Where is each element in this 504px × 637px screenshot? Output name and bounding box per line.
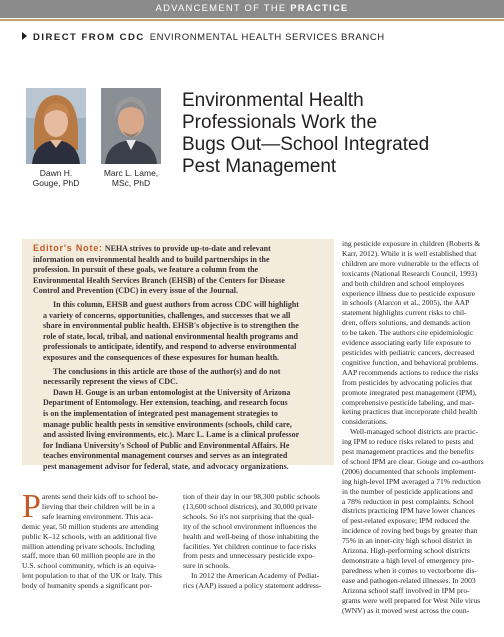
body-line: ity of the school environment influences the <box>183 521 317 531</box>
note-text: Control and Prevention (CDC) in every issue of the Journal. <box>33 286 239 296</box>
body-line: paredness when it comes to vectorborne dis- <box>342 565 477 575</box>
body-line: and both children and school employees <box>342 278 465 288</box>
note-text: Dawn H. Gouge is an urban entomologist at the University of Arizona <box>53 387 291 397</box>
body-line: demic year, 50 million students are attending <box>22 521 159 531</box>
section-header-bar <box>0 0 504 18</box>
body-line: grams were well prepared for West Nile virus <box>342 595 481 605</box>
body-line: lent population to that of the UK or Italy. This <box>22 571 162 581</box>
body-line: evidence associating early life exposure to <box>342 338 471 348</box>
note-text: professionals to anticipate, identify, and respond to adverse environmental <box>43 342 297 352</box>
body-line: staff, more than 60 million people are in the <box>22 551 156 561</box>
note-text: and assisted living environments, etc.). Marc L. Lame is a clinical professor <box>43 430 300 440</box>
body-line: districts practicing IPM have lower chances <box>342 506 476 516</box>
note-text: NEHA strives to provide up-to-date and relevant <box>104 244 271 253</box>
body-line: (2006) documented that schools implement- <box>342 466 477 476</box>
body-line: public K–12 schools, with an additional five <box>22 531 157 541</box>
body-line: comprehensive pesticide labeling, and mar- <box>342 397 475 407</box>
editors-note-paragraph <box>33 300 323 364</box>
editors-note-label: Editor's Note: <box>33 243 103 253</box>
body-line: ing IPM to reduce risks related to pests and <box>342 437 474 447</box>
body-line: from pests and unnecessary pesticide expo- <box>183 551 315 561</box>
body-line: body of humanity spends a significant por- <box>22 581 153 591</box>
body-line: statement highlights current risks to chil- <box>342 308 467 318</box>
body-line: sure in schools. <box>183 561 231 571</box>
author-name: Dawn H. <box>39 168 73 178</box>
section-header-prefix: ADVANCEMENT OF THE <box>155 3 291 14</box>
body-line: safe learning environment. This aca- <box>42 511 153 521</box>
editors-note-paragraph <box>33 367 323 388</box>
note-text: Department of Entomology. Her extension, teaching, and research focus <box>43 398 288 408</box>
note-text: The conclusions in this article are those of the author(s) and do not <box>53 366 281 376</box>
editors-note-box <box>22 239 334 471</box>
note-text: information on environmental health and to build partnerships in the <box>33 254 270 264</box>
body-line: demonstrate a high level of emergency pre- <box>342 556 474 565</box>
note-text: manage public health pests in sensitive environments (schools, child care, <box>43 419 292 429</box>
note-text: is on the implementation of integrated pest management strategies to <box>43 408 278 418</box>
body-line: dren, offers solutions, and demands action <box>342 318 471 328</box>
body-line: Well-managed school districts are practic- <box>350 427 479 437</box>
department-label: DIRECT FROM CDC <box>33 32 145 43</box>
note-text: teaches environmental management courses and serves as an integrated <box>43 451 288 461</box>
body-line: 75% in an inner-city high school district in <box>342 536 472 546</box>
body-line: arents send their kids off to school be- <box>42 492 159 501</box>
body-line: from pesticides by advocating policies that <box>342 377 473 387</box>
body-line: toxicants (National Research Council, 1993) <box>342 268 478 278</box>
note-text: share in environmental public health. EHSB's objective is to strengthen the <box>43 321 299 331</box>
body-line: incidence of roving bed bugs by greater than <box>342 526 478 536</box>
note-text: a variety of concerns, opportunities, challenges, and successes that we all <box>43 310 291 320</box>
article-title <box>182 90 492 178</box>
author-caption-gouge <box>26 168 86 188</box>
body-line: In 2012 the American Academy of Pediat- <box>191 571 320 581</box>
author-credential: MSc, PhD <box>111 178 151 188</box>
body-line: cognitive function, and behavioral problems. <box>342 357 479 367</box>
body-line: in the number of pesticide applications and <box>342 486 473 496</box>
note-text: exposures and the consequences of these exposures for human health. <box>43 352 280 362</box>
body-line: facilities. Yet children continue to face risks <box>183 541 317 551</box>
body-line: considerations. <box>342 417 388 427</box>
body-line: ing pesticide exposure in children (Roberts & <box>342 239 481 248</box>
body-line: Karr, 2012). While it is well established that <box>342 248 477 258</box>
author-photo-lame <box>101 88 161 164</box>
author-caption-lame <box>101 168 161 188</box>
body-line: ease and pathogen-related illnesses. In 2003 <box>342 575 476 585</box>
note-text: for Indiana University's School of Public and Environmental Affairs. He <box>43 440 290 450</box>
body-line: Arizona. High-performing school districts <box>342 546 470 556</box>
title-line: Professionals Work the <box>182 112 378 133</box>
note-text: In this column, EHSB and guest authors from across CDC will highlight <box>53 299 299 309</box>
body-line: in schools (Alarcon et al., 2005), the AAP <box>342 298 470 308</box>
department-name: ENVIRONMENTAL HEALTH SERVICES BRANCH <box>149 32 385 43</box>
note-text: pest management advisor for federal, state, and advocacy organizations. <box>43 461 289 471</box>
author-name: Marc L. Lame, <box>103 168 159 178</box>
title-line: Environmental Health <box>182 90 364 111</box>
body-line: a 78% reduction in pest complaints. School <box>342 496 474 506</box>
header-rule <box>0 19 504 21</box>
body-line: to be taken. The authors cite epidemiologic <box>342 328 474 338</box>
body-line: rics (AAP) issued a policy statement address- <box>183 581 322 591</box>
body-line: experience illness due to pesticide exposure <box>342 288 476 298</box>
body-line: pesticides with pediatric cancers, decreased <box>342 347 475 357</box>
body-line: AAP recommends actions to reduce the risks <box>342 367 479 377</box>
body-line: of pest-related exposure; IPM reduced the <box>342 516 470 526</box>
body-line: lieving that their children will be in a <box>42 501 155 511</box>
triangle-bullet-icon <box>22 32 27 40</box>
body-line: million attending private schools. Including <box>22 541 155 551</box>
body-line: Arizona school staff involved in IPM pro- <box>342 585 470 595</box>
note-text: necessarily represent the views of CDC. <box>43 377 178 387</box>
body-line: of school IPM are clear. Gouge and co-authors <box>342 456 484 466</box>
note-text: role of state, local, tribal, and national environmental health programs and <box>43 331 298 341</box>
body-line: (13,600 school districts), and 30,000 private <box>183 501 318 511</box>
body-column-3 <box>342 239 494 615</box>
body-line: pest management practices and the benefits <box>342 447 474 457</box>
body-line: ing high-level IPM averaged a 71% reduction <box>342 476 481 486</box>
note-text: profession. In pursuit of these goals, we feature a column from the <box>33 265 259 275</box>
author-photo-gouge <box>26 88 86 164</box>
title-line: Bugs Out—School Integrated <box>182 134 430 155</box>
body-line: health and well-being of those inhabiting the <box>183 531 319 541</box>
body-line: children are more vulnerable to the effects of <box>342 258 479 268</box>
drop-cap: P <box>22 488 41 525</box>
editors-note-paragraph <box>33 388 323 473</box>
body-line: (WNV) as it moved west across the coun- <box>342 605 470 615</box>
body-column-1 <box>22 488 172 591</box>
editors-note-paragraph <box>33 243 323 297</box>
body-line: tion of their day in our 98,300 public schools <box>183 492 320 501</box>
body-column-2 <box>183 492 335 591</box>
title-line: Pest Management <box>182 156 337 177</box>
note-text: Environmental Health Services Branch (EHSB) of the Centers for Disease <box>33 275 285 285</box>
body-line: keting practices that incorporate child health <box>342 407 478 417</box>
author-credential: Gouge, PhD <box>32 178 80 188</box>
section-header-emphasis: PRACTICE <box>290 3 349 14</box>
department-line <box>22 31 385 45</box>
body-line: promote integrated pest management (IPM), <box>342 387 477 397</box>
body-line: U.S. school community, which is an equiva- <box>22 561 157 571</box>
body-line: schools. So it's not surprising that the qual- <box>183 511 314 521</box>
